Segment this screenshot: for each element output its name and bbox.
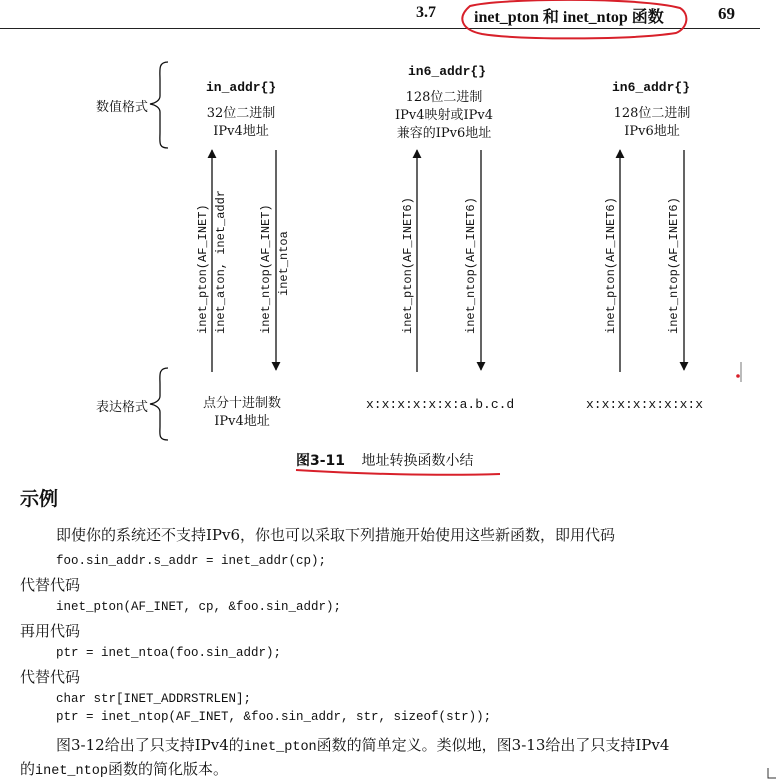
code-line-1: foo.sin_addr.s_addr = inet_addr(cp); xyxy=(56,554,327,568)
col3-type: in6_addr{} xyxy=(612,80,691,95)
code-line-4b: ptr = inet_ntop(AF_INET, &foo.sin_addr, str, sizeof(str)); xyxy=(56,710,492,724)
col2-pres-line1: x:x:x:x:x:x:a.b.c.d xyxy=(366,397,515,412)
col3-desc-line2: IPv6地址 xyxy=(624,124,680,139)
col2-desc-line1: 128位二进制 xyxy=(405,90,483,105)
red-underline-annotation xyxy=(296,470,500,475)
subheading-3: 代替代码 xyxy=(20,668,81,686)
brace-numeric xyxy=(150,62,168,148)
col3-down-label-1: inet_ntop(AF_INET6) xyxy=(667,197,681,334)
col1-down-label-2: inet_ntoa xyxy=(277,231,291,296)
col1-pres-line1: 点分十进制数 xyxy=(202,396,281,411)
section-title: inet_pton 和 inet_ntop 函数 xyxy=(474,9,664,26)
col3-pres-line1: x:x:x:x:x:x:x:x xyxy=(586,397,704,412)
col2-down-label-1: inet_ntop(AF_INET6) xyxy=(464,197,478,334)
col1-up-label-2: inet_aton, inet_addr xyxy=(214,189,228,334)
red-dot-annotation xyxy=(736,374,740,378)
col3-desc-line1: 128位二进制 xyxy=(613,106,691,121)
intro-paragraph: 即使你的系统还不支持IPv6，你也可以采取下列措施开始使用这些新函数，即用代码 xyxy=(56,526,616,544)
label-numeric-format: 数值格式 xyxy=(96,100,149,115)
col1-pres-line2: IPv4地址 xyxy=(214,414,270,429)
page-number: 69 xyxy=(718,4,735,23)
col1-desc-line1: 32位二进制 xyxy=(206,106,276,121)
col1-down-label-1: inet_ntop(AF_INET) xyxy=(259,204,273,334)
closing-b-code: inet_ntop xyxy=(35,764,108,779)
col2-up-label-1: inet_pton(AF_INET6) xyxy=(401,197,415,334)
code-line-3: ptr = inet_ntoa(foo.sin_addr); xyxy=(56,646,282,660)
red-ellipse-annotation xyxy=(462,0,686,38)
closing-line-1 xyxy=(56,734,669,755)
col2-desc-line3: 兼容的IPv6地址 xyxy=(396,126,492,141)
section-heading: 示例 xyxy=(20,488,59,510)
code-line-2: inet_pton(AF_INET, cp, &foo.sin_addr); xyxy=(56,600,342,614)
subheading-2: 再用代码 xyxy=(20,622,81,640)
closing-line-2 xyxy=(20,758,228,779)
col2-desc-line2: IPv4映射或IPv4 xyxy=(395,108,493,123)
label-presentation-format: 表达格式 xyxy=(96,400,149,415)
col1-up-label-1: inet_pton(AF_INET) xyxy=(196,204,210,334)
section-number: 3.7 xyxy=(416,4,436,21)
code-line-4a: char str[INET_ADDRSTRLEN]; xyxy=(56,692,252,706)
caption-text: 地址转换函数小结 xyxy=(361,453,474,469)
col1-desc-line2: IPv4地址 xyxy=(213,124,269,139)
brace-presentation xyxy=(150,368,168,440)
col3-up-label-1: inet_pton(AF_INET6) xyxy=(604,197,618,334)
closing-a-code: inet_pton xyxy=(243,740,317,755)
closing-b-text2: 函数的简化版本。 xyxy=(107,760,228,778)
closing-b-text1: 的 xyxy=(20,760,36,778)
caption-number: 图3-11 xyxy=(296,453,346,469)
closing-a-text1: 图3-12给出了只支持IPv4的 xyxy=(56,736,244,754)
subheading-1: 代替代码 xyxy=(20,576,81,594)
closing-a-text2: 函数的简单定义。类似地，图3-13给出了只支持IPv4 xyxy=(316,736,670,754)
col2-type: in6_addr{} xyxy=(408,64,487,79)
col1-type: in_addr{} xyxy=(206,80,277,95)
figure-caption xyxy=(296,450,474,470)
